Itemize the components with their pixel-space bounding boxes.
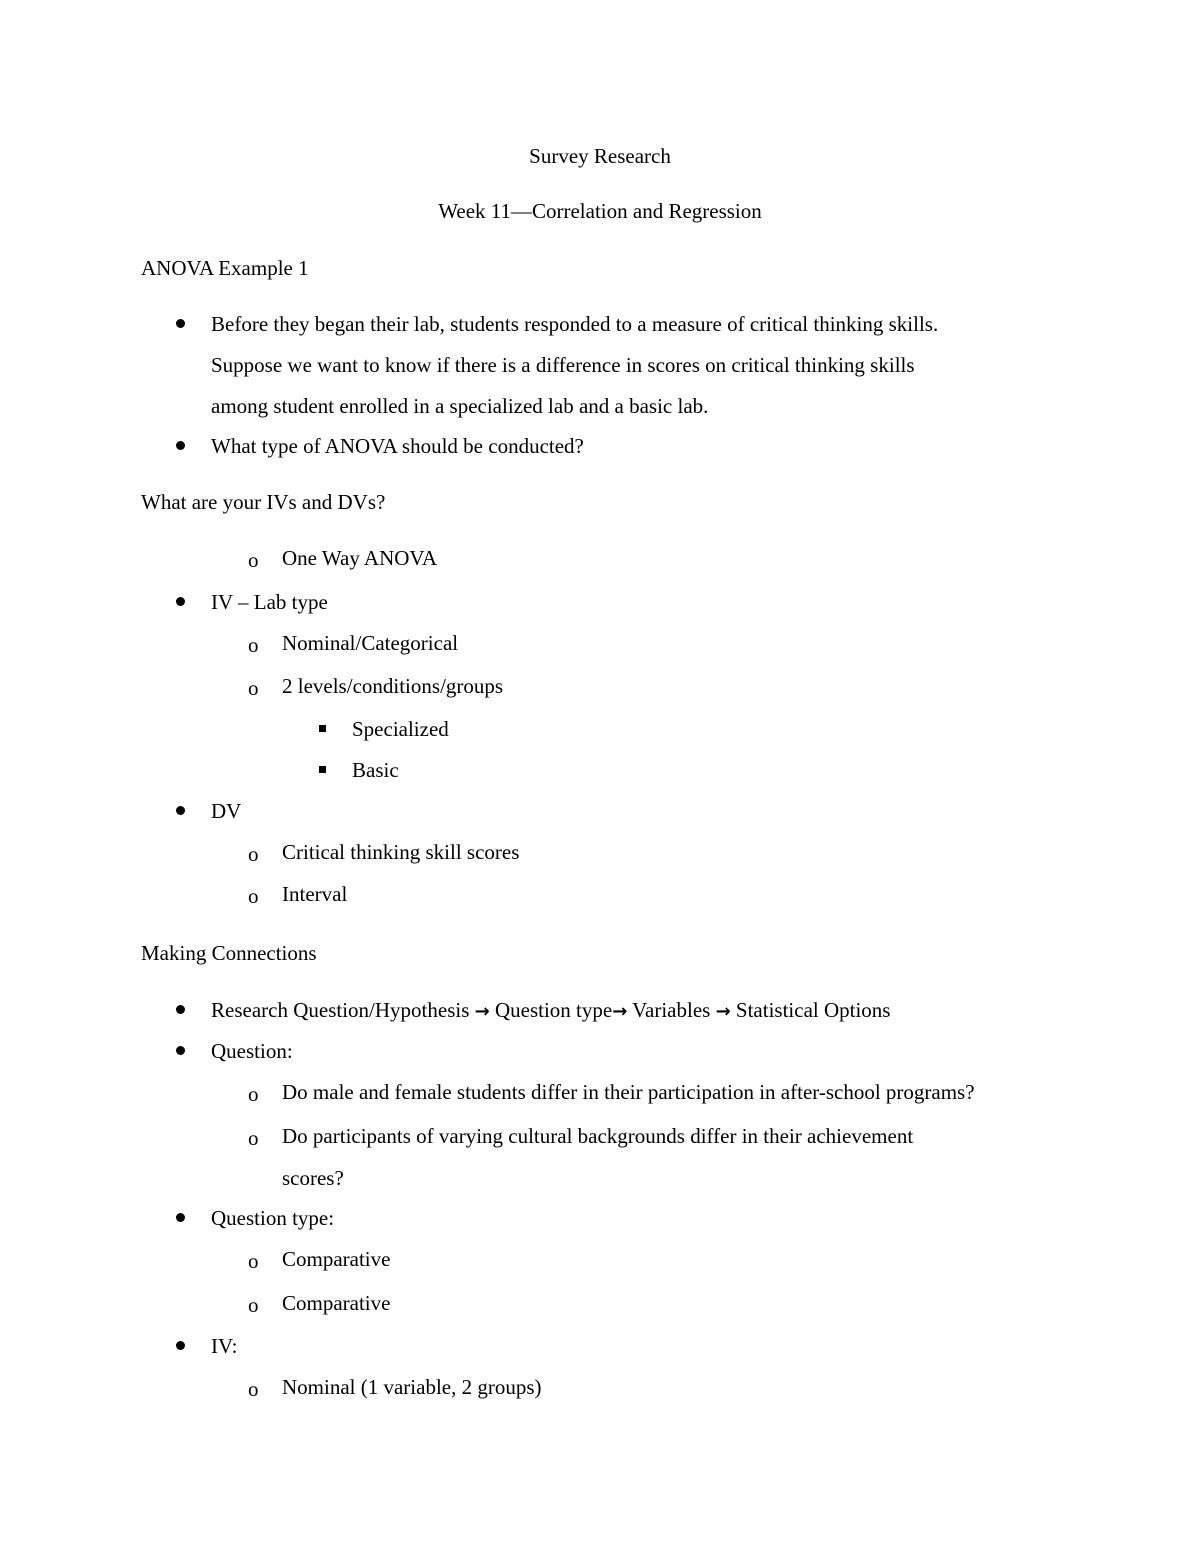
list-item-text: Do male and female students differ in their participation in after-school programs? [282,1080,975,1104]
flow-line [211,1000,890,1021]
list-item-text: Specialized [352,717,449,741]
bullet-circle-icon: o [248,1249,259,1273]
flow-step-statistical-options: Statistical Options [735,998,891,1022]
bullet-circle-icon: o [248,884,259,908]
section-heading-anova-example: ANOVA Example 1 [141,256,309,280]
list-item-text: IV: [211,1334,238,1358]
list-item-text: IV – Lab type [211,590,328,614]
list-item-text: among student enrolled in a specialized lab and a basic lab. [211,394,709,418]
list-item-text: Interval [282,882,348,906]
list-item-text: DV [211,799,242,823]
bullet-disc-icon [176,319,185,328]
list-item-text: Comparative [282,1291,391,1315]
document-title: Survey Research [529,144,671,168]
section-heading-making-connections: Making Connections [141,941,317,965]
list-item-text: One Way ANOVA [282,546,438,570]
bullet-disc-icon [176,1046,185,1055]
bullet-circle-icon: o [248,1126,259,1150]
list-item-text: 2 levels/conditions/groups [282,674,504,698]
bullet-disc-icon [176,1005,185,1014]
bullet-disc-icon [176,441,185,450]
flow-step-research-question: Research Question/Hypothesis [211,998,470,1022]
bullet-circle-icon: o [248,1293,259,1317]
bullet-circle-icon: o [248,676,259,700]
flow-step-question-type: Question type [494,998,613,1022]
bullet-disc-icon [176,1213,185,1222]
bullet-square-icon [319,725,326,732]
arrow-right-icon: → [612,1001,628,1022]
bullet-disc-icon [176,597,185,606]
list-item-text: What type of ANOVA should be conducted? [211,434,584,458]
bullet-circle-icon: o [248,1377,259,1401]
list-item-text: Nominal/Categorical [282,631,459,655]
document-subtitle: Week 11—Correlation and Regression [438,199,762,223]
bullet-disc-icon [176,806,185,815]
list-item-text: Critical thinking skill scores [282,840,520,864]
section-heading-ivs-dvs: What are your IVs and DVs? [141,490,386,514]
list-item-text: Comparative [282,1247,391,1271]
bullet-circle-icon: o [248,842,259,866]
bullet-disc-icon [176,1341,185,1350]
bullet-circle-icon: o [248,1082,259,1106]
arrow-right-icon: → [715,1001,731,1022]
list-item-text: Nominal (1 variable, 2 groups) [282,1375,542,1399]
list-item-text: Suppose we want to know if there is a difference in scores on critical thinking skills [211,353,915,377]
list-item-text: Before they began their lab, students responded to a measure of critical thinking skills. [211,312,939,336]
list-item-text: Do participants of varying cultural backgrounds differ in their achievement [282,1124,914,1148]
list-item-text: Basic [352,758,399,782]
list-item-text: Question type: [211,1206,335,1230]
flow-step-variables: Variables [632,998,711,1022]
arrow-right-icon: → [474,1001,490,1022]
bullet-circle-icon: o [248,633,259,657]
bullet-circle-icon: o [248,548,259,572]
list-item-text: scores? [282,1166,344,1190]
list-item-text: Question: [211,1039,293,1063]
bullet-square-icon [319,766,326,773]
